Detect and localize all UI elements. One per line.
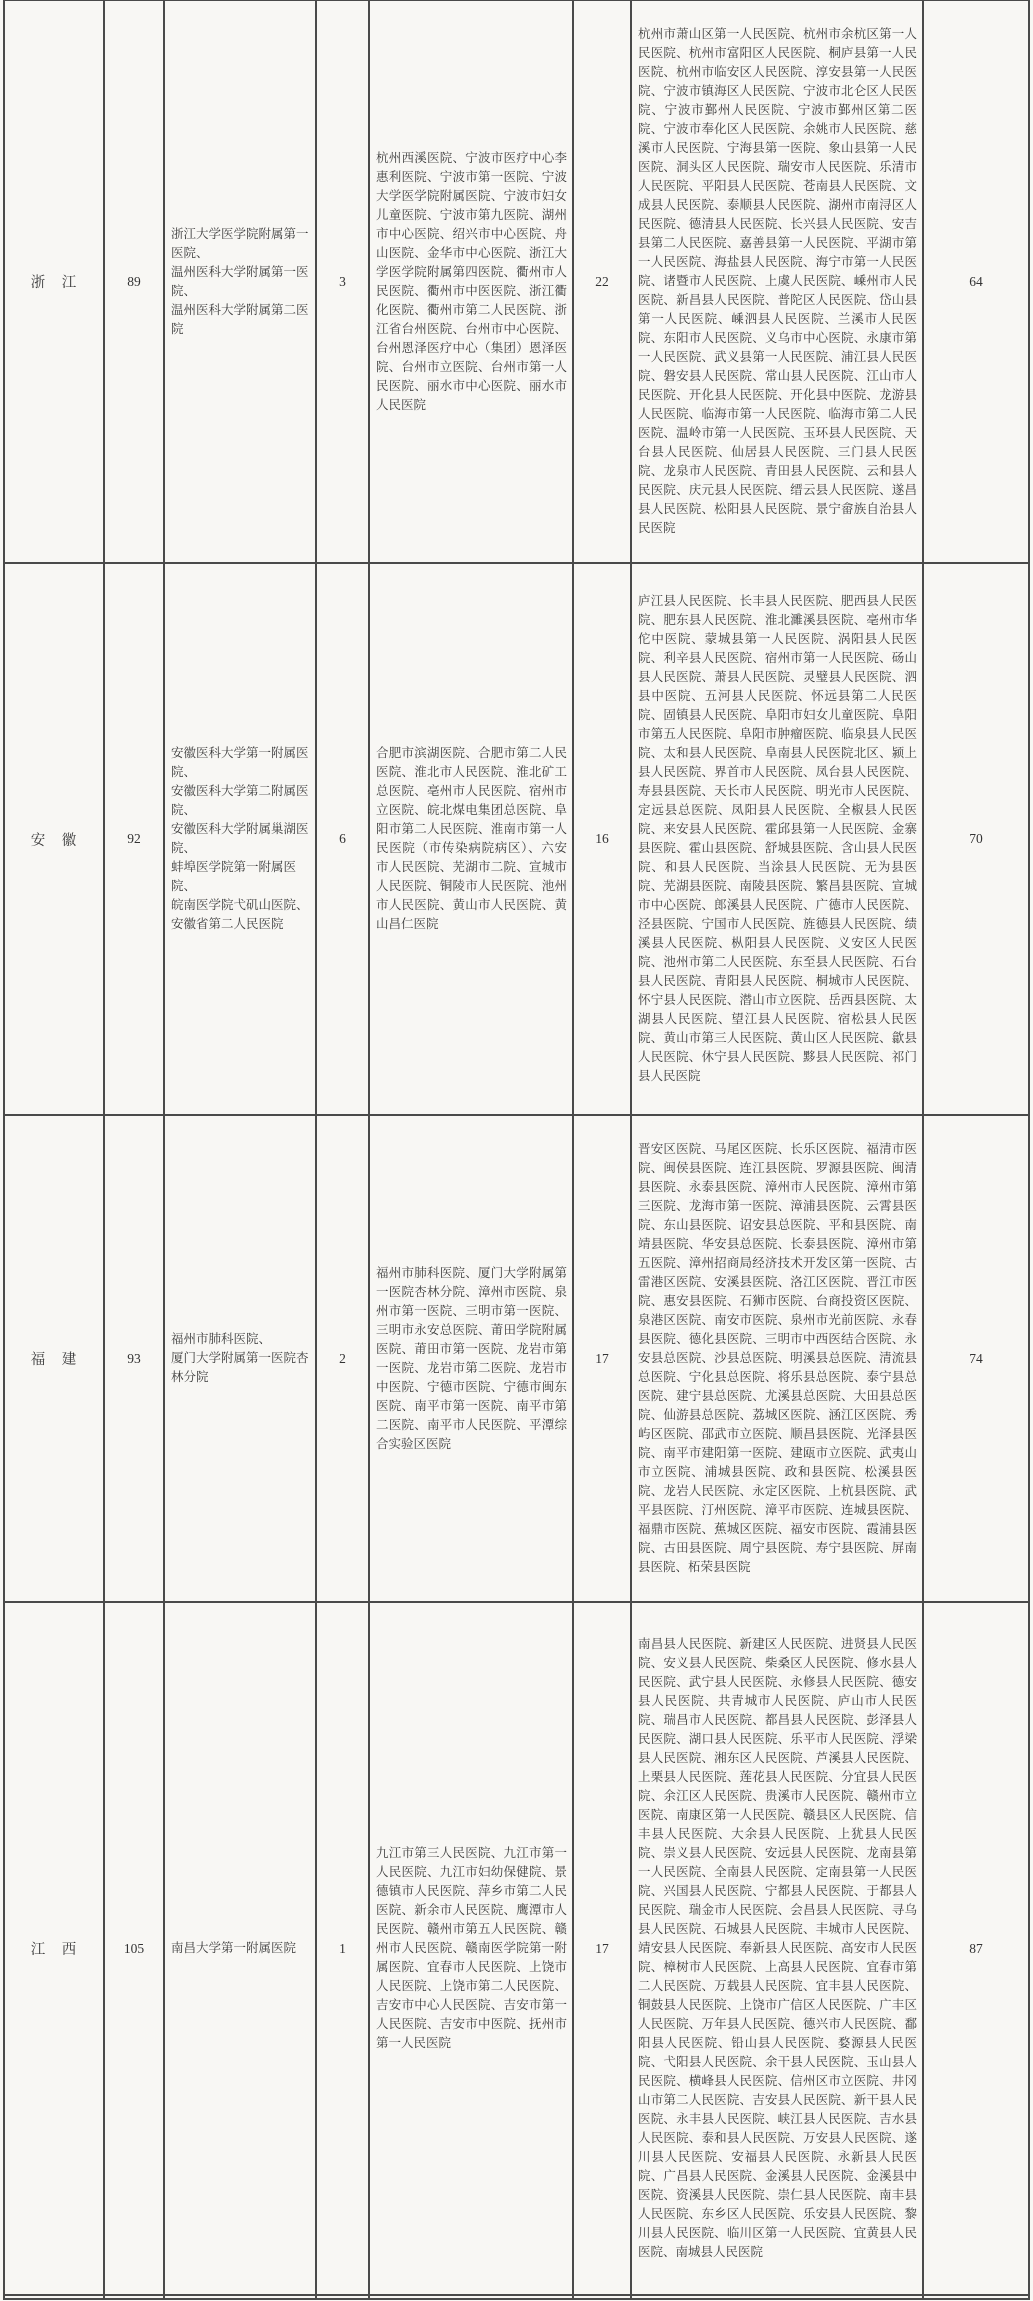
city-hospitals-cell: 九江市第三人民医院、九江市第一人民医院、九江市妇幼保健院、景德镇市人民医院、萍乡市第二人民医院、新余市人民医院、鹰潭市人民医院、赣州市第五人民医院、赣州市人民医院、赣南医学院第一附属医院、宜春市人民医院、上饶市人民医院、上饶市第二人民医院、吉安市中心人民医院、吉安市第一人民医院、吉安市中医院、抚州市第一人民医院 (369, 1602, 573, 2295)
city-hospitals-cell: 合肥市滨湖医院、合肥市第二人民医院、淮北市人民医院、淮北矿工总医院、亳州市人民医院、宿州市立医院、皖北煤电集团总医院、阜阳市第二人民医院、淮南市第一人民医院（市传染病院病区）、六安市人民医院、芜湖市二院、宣城市人民医院、铜陵市人民医院、池州市人民医院、黄山市人民医院、黄山昌仁医院 (369, 563, 573, 1115)
affiliated-hospital-entry: 温州医科大学附属第二医院 (171, 302, 309, 336)
province-total-count-cell: 92 (104, 563, 164, 1115)
province-total-count-cell: 89 (104, 0, 164, 563)
city-hospitals-cell: 福州市肺科医院、厦门大学附属第一医院杏林分院、漳州市医院、泉州市第一医院、三明市第一医院、三明市永安总医院、莆田学院附属医院、莆田市第一医院、龙岩市第一医院、龙岩市第二医院、龙岩市中医院、宁德市医院、宁德市闽东医院、南平市第一医院、南平市第二医院、南平市人民医院、平潭综合实验区医院 (369, 1115, 573, 1602)
city-count-cell: 17 (573, 1115, 631, 1602)
affiliated-hospital-entry: 安徽医科大学第一附属医院、 (171, 746, 309, 779)
affiliated-count-cell: 2 (316, 1115, 369, 1602)
affiliated-count-cell: 3 (316, 0, 369, 563)
table-row (4, 563, 1029, 1115)
province-cell: 福 建 (4, 1115, 104, 1602)
affiliated-hospitals-cell (164, 1602, 316, 2295)
cut-off-row (4, 2295, 1029, 2299)
county-hospitals-cell: 庐江县人民医院、长丰县人民医院、肥西县人民医院、肥东县人民医院、淮北濉溪县医院、亳州市华佗中医院、蒙城县第一人民医院、涡阳县人民医院、利辛县人民医院、宿州市第一人民医院、砀山县人民医院、萧县人民医院、灵璧县人民医院、泗县中医院、五河县人民医院、怀远县第二人民医院、固镇县人民医院、阜阳市妇女儿童医院、阜阳市第五人民医院、阜阳市肿瘤医院、临泉县人民医院、太和县人民医院、阜南县人民医院北区、颍上县人民医院、界首市人民医院、凤台县人民医院、寿县县医院、天长市人民医院、明光市人民医院、定远县总医院、凤阳县人民医院、全椒县人民医院、来安县人民医院、霍邱县第一人民医院、金寨县医院、霍山县医院、舒城县医院、含山县人民医院、和县人民医院、当涂县人民医院、无为县医院、芜湖县医院、南陵县医院、繁昌县医院、宣城市中心医院、郎溪县人民医院、广德市人民医院、泾县医院、宁国市人民医院、旌德县人民医院、绩溪县人民医院、枞阳县人民医院、义安区人民医院、池州市第二人民医院、东至县人民医院、石台县人民医院、青阳县人民医院、桐城市人民医院、怀宁县人民医院、潜山市立医院、岳西县医院、太湖县人民医院、望江县人民医院、宿松县人民医院、黄山市第三人民医院、黄山区人民医院、歙县人民医院、休宁县人民医院、黟县人民医院、祁门县人民医院 (631, 563, 923, 1115)
county-count-cell: 87 (923, 1602, 1029, 2295)
province-total-count-cell: 105 (104, 1602, 164, 2295)
affiliated-hospitals-cell (164, 563, 316, 1115)
province-total-count-cell: 93 (104, 1115, 164, 1602)
city-count-cell: 22 (573, 0, 631, 563)
affiliated-count-cell: 6 (316, 563, 369, 1115)
city-count-cell: 17 (573, 1602, 631, 2295)
county-hospitals-cell: 晋安区医院、马尾区医院、长乐区医院、福清市医院、闽侯县医院、连江县医院、罗源县医院、闽清县医院、永泰县医院、漳州市人民医院、漳州市第三医院、龙海市第一医院、漳浦县医院、云霄县医院、东山县医院、诏安县总医院、平和县医院、南靖县医院、华安县总医院、长泰县医院、漳州市第五医院、漳州招商局经济技术开发区第一医院、古雷港区医院、安溪县医院、洛江区医院、晋江市医院、惠安县医院、石狮市医院、台商投资区医院、泉港区医院、南安市医院、泉州市光前医院、永春县医院、德化县医院、三明市中西医结合医院、永安县总医院、沙县总医院、明溪县总医院、清流县总医院、宁化县总医院、将乐县总医院、泰宁县总医院、建宁县总医院、尤溪县总医院、大田县总医院、仙游县总医院、荔城区医院、涵江区医院、秀屿区医院、邵武市立医院、顺昌县医院、光泽县医院、南平市建阳第一医院、建瓯市立医院、武夷山市立医院、浦城县医院、政和县医院、松溪县医院、龙岩人民医院、永定区医院、上杭县医院、武平县医院、汀州医院、漳平市医院、连城县医院、福鼎市医院、蕉城区医院、福安市医院、霞浦县医院、古田县医院、周宁县医院、寿宁县医院、屏南县医院、柘荣县医院 (631, 1115, 923, 1602)
affiliated-count-cell: 1 (316, 1602, 369, 2295)
affiliated-hospital-entry: 皖南医学院弋矶山医院、 (171, 898, 309, 912)
province-cell: 安 徽 (4, 563, 104, 1115)
affiliated-hospital-entry: 温州医科大学附属第一医院、 (171, 264, 309, 298)
table-row (4, 1115, 1029, 1602)
county-count-cell: 64 (923, 0, 1029, 563)
affiliated-hospital-entry: 安徽省第二人民医院 (171, 917, 284, 931)
affiliated-hospital-entry: 南昌大学第一附属医院 (171, 1941, 297, 1955)
affiliated-hospitals-cell (164, 1115, 316, 1602)
province-cell: 江 西 (4, 1602, 104, 2295)
hospital-table (3, 0, 1030, 2300)
county-hospitals-cell: 南昌县人民医院、新建区人民医院、进贤县人民医院、安义县人民医院、柴桑区人民医院、修水县人民医院、武宁县人民医院、永修县人民医院、德安县人民医院、共青城市人民医院、庐山市人民医院、瑞昌市人民医院、都昌县人民医院、彭泽县人民医院、湖口县人民医院、乐平市人民医院、浮梁县人民医院、湘东区人民医院、芦溪县人民医院、上栗县人民医院、莲花县人民医院、分宜县人民医院、余江区人民医院、贵溪市人民医院、赣州市立医院、南康区第一人民医院、赣县区人民医院、信丰县人民医院、大余县人民医院、上犹县人民医院、崇义县人民医院、安远县人民医院、龙南县第一人民医院、全南县人民医院、定南县第一人民医院、兴国县人民医院、宁都县人民医院、于都县人民医院、瑞金市人民医院、会昌县人民医院、寻乌县人民医院、石城县人民医院、丰城市人民医院、靖安县人民医院、奉新县人民医院、高安市人民医院、樟树市人民医院、上高县人民医院、宜春市第二人民医院、万载县人民医院、宜丰县人民医院、铜鼓县人民医院、上饶市广信区人民医院、广丰区人民医院、万年县人民医院、德兴市人民医院、鄱阳县人民医院、铅山县人民医院、婺源县人民医院、弋阳县人民医院、余干县人民医院、玉山县人民医院、横峰县人民医院、信州区市立医院、井冈山市第二人民医院、吉安县人民医院、新干县人民医院、永丰县人民医院、峡江县人民医院、吉水县人民医院、泰和县人民医院、万安县人民医院、遂川县人民医院、安福县人民医院、永新县人民医院、广昌县人民医院、金溪县人民医院、金溪县中医院、资溪县人民医院、崇仁县人民医院、南丰县人民医院、东乡区人民医院、乐安县人民医院、黎川县人民医院、临川区第一人民医院、宜黄县人民医院、南城县人民医院 (631, 1602, 923, 2295)
table-body (4, 0, 1029, 2299)
affiliated-hospitals-cell (164, 0, 316, 563)
county-count-cell: 70 (923, 563, 1029, 1115)
affiliated-hospital-entry: 安徽医科大学第二附属医院、 (171, 784, 309, 817)
table-row (4, 0, 1029, 563)
city-hospitals-cell: 杭州西溪医院、宁波市医疗中心李惠利医院、宁波市第一医院、宁波大学医学院附属医院、宁波市妇女儿童医院、宁波市第九医院、湖州市中心医院、绍兴市中心医院、舟山医院、金华市中心医院、浙江大学医学院附属第四医院、衢州市人民医院、衢州市中医医院、浙江衢化医院、衢州市第二人民医院、浙江省台州医院、台州市中心医院、台州恩泽医疗中心（集团）恩泽医院、台州市立医院、台州市第一人民医院、丽水市中心医院、丽水市人民医院 (369, 0, 573, 563)
county-hospitals-cell: 杭州市萧山区第一人民医院、杭州市余杭区第一人民医院、杭州市富阳区人民医院、桐庐县第一人民医院、杭州市临安区人民医院、淳安县第一人民医院、宁波市镇海区人民医院、宁波市北仑区人民医院、宁波市鄞州人民医院、宁波市鄞州区第二医院、宁波市奉化区人民医院、余姚市人民医院、慈溪市人民医院、宁海县第一医院、象山县第一人民医院、洞头区人民医院、瑞安市人民医院、乐清市人民医院、平阳县人民医院、苍南县人民医院、文成县人民医院、泰顺县人民医院、湖州市南浔区人民医院、德清县人民医院、长兴县人民医院、安吉县第二人民医院、嘉善县第一人民医院、平湖市第一人民医院、海盐县人民医院、海宁市第一人民医院、诸暨市人民医院、上虞人民医院、嵊州市人民医院、新昌县人民医院、普陀区人民医院、岱山县第一人民医院、嵊泗县人民医院、兰溪市人民医院、东阳市人民医院、义乌市中心医院、永康市第一人民医院、武义县第一人民医院、浦江县人民医院、磐安县人民医院、常山县人民医院、江山市人民医院、开化县人民医院、开化县中医院、龙游县人民医院、临海市第一人民医院、临海市第二人民医院、温岭市第一人民医院、玉环县人民医院、天台县人民医院、仙居县人民医院、三门县人民医院、龙泉市人民医院、青田县人民医院、云和县人民医院、庆元县人民医院、缙云县人民医院、遂昌县人民医院、松阳县人民医院、景宁畲族自治县人民医院 (631, 0, 923, 563)
affiliated-hospital-entry: 福州市肺科医院、 (171, 1332, 272, 1346)
province-cell: 浙 江 (4, 0, 104, 563)
affiliated-hospital-entry: 蚌埠医学院第一附属医院、 (171, 860, 297, 893)
affiliated-hospital-entry: 浙江大学医学院附属第一医院、 (171, 226, 309, 260)
city-count-cell: 16 (573, 563, 631, 1115)
affiliated-hospital-entry: 安徽医科大学附属巢湖医院、 (171, 822, 309, 855)
county-count-cell: 74 (923, 1115, 1029, 1602)
table-row (4, 1602, 1029, 2295)
affiliated-hospital-entry: 厦门大学附属第一医院杏林分院 (171, 1351, 309, 1384)
